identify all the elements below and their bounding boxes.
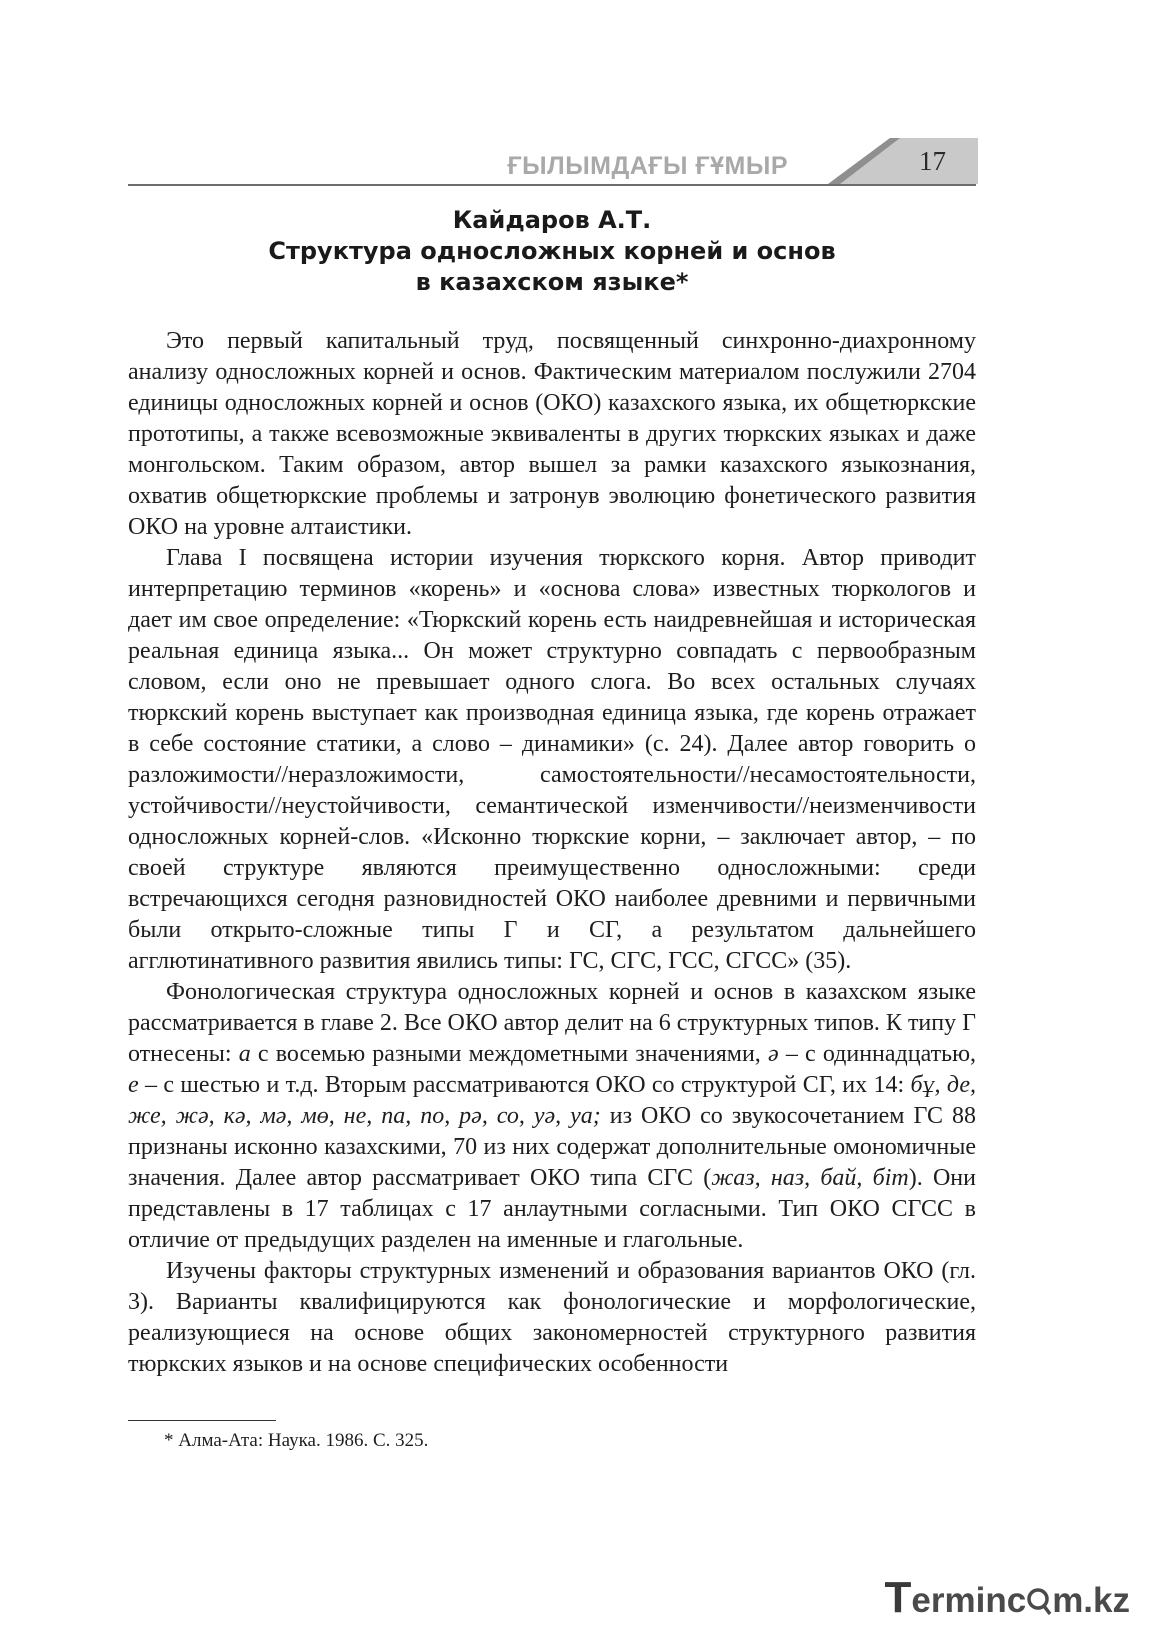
italic-example: е [128,1072,139,1098]
text-run: Глава I посвящена истории изучения тюркского корня. Автор приводит интерпретацию терминов «корень» и «основа слова» известных тюркологов и дает им свое определение: «Тюркский корень есть наидревнейшая и историческая реальная единица языка... Он может структурно совпадать с первообразным словом, если оно не превышает одного слога. Во всех остальных случаях тюркский корень выступает как производная единица языка, где корень отражает в себе состояние статики, а слово – динамики» (с. 24). Далее автор говорить о разложимости//неразложимости, самостоятельности//несамостоятельности, устойчивости//неустойчивости, семантической изменчивости//неизменчивости односложных корней-слов. «Исконно тюркские корни, – заключает автор, – по своей структуре являются преимущественно односложными: среди встречающихся сегодня разновидностей ОКО наиболее древними и первичными были открыто-сложные типы Г и СГ, а результатом дальнейшего агглютинативного развития явились типы: ГС, СГС, ГСС, СГСС» (35). [128,545,976,974]
body-paragraph [128,543,976,977]
section-title: ҒЫЛЫМДАҒЫ ҒҰМЫР [507,152,788,180]
text-run: Фонологическая структура односложных корней и основ в казахском языке рассматривается в главе 2. Все ОКО автор делит на 6 структурных типов. К типу Г отнесены: [128,979,976,1067]
watermark-logo [884,1573,1130,1622]
text-run: из ОКО со звукосочетанием ГС 88 признаны исконно казахскими, 70 из них содержат дополнительные омономичные значения. Далее автор рассматривает ОКО типа СГС ( [128,1103,976,1191]
article-heading [128,205,976,298]
page-number: 17 [919,146,946,176]
text-run: – с одиннадцатью, [778,1041,977,1067]
italic-example: бұ, де, же, жә, кә, мә, мө, не, па, по, рә, со, уә, уа; [128,1072,976,1129]
article-title-line-1: Структура односложных корней и основ [268,237,836,265]
watermark-domain: m.kz [1052,1581,1130,1620]
header-rule [128,184,976,186]
article-title-line-2: в казахском языке* [415,268,689,296]
text-run: с восемью разными междометными значениями, [250,1041,768,1067]
watermark-letter: T [884,1573,912,1622]
watermark-text: erminc [911,1581,1027,1620]
body-paragraph [128,1256,976,1380]
text-run: Изучены факторы структурных изменений и образования вариантов ОКО (гл. 3). Варианты квалифицируются как фонологические и морфологические, реализующиеся на основе общих закономерностей структурного развития тюркских языков и на основе специфических особенности [128,1258,976,1377]
text-run: Это первый капитальный труд, посвященный синхронно-диахронному анализу односложных корней и основ. Фактическим материалом послужили 2704 единицы односложных корней и основ (ОКО) казахского языка, их общетюркские прототипы, а также всевозможные эквиваленты в других тюркских языках и даже монгольском. Таким образом, автор вышел за рамки казахского языкознания, охватив общетюркские проблемы и затронув эволюцию фонетического развития ОКО на уровне алтаистики. [128,328,976,540]
article-body [128,326,976,1380]
body-paragraph [128,326,976,543]
text-run: ). Они представлены в 17 таблицах с 17 анлаутными согласными. Тип ОКО СГСС в отличие от предыдущих разделен на именные и глагольные. [128,1165,976,1253]
text-run: – с шестью и т.д. Вторым рассматриваются ОКО со структурой СГ, их 14: [138,1072,911,1098]
footnote: * Алма-Ата: Наука. 1986. С. 325. [164,1430,429,1451]
running-header [128,138,976,186]
italic-example: жаз, наз, бай, біт [711,1165,909,1191]
body-paragraph [128,977,976,1256]
magnifier-icon [1026,1586,1052,1616]
article-author: Кайдаров А.Т. [452,206,652,234]
italic-example: а [238,1041,251,1067]
italic-example: ә [768,1041,779,1067]
header-page-tab [828,138,978,184]
footnote-rule [128,1420,276,1421]
